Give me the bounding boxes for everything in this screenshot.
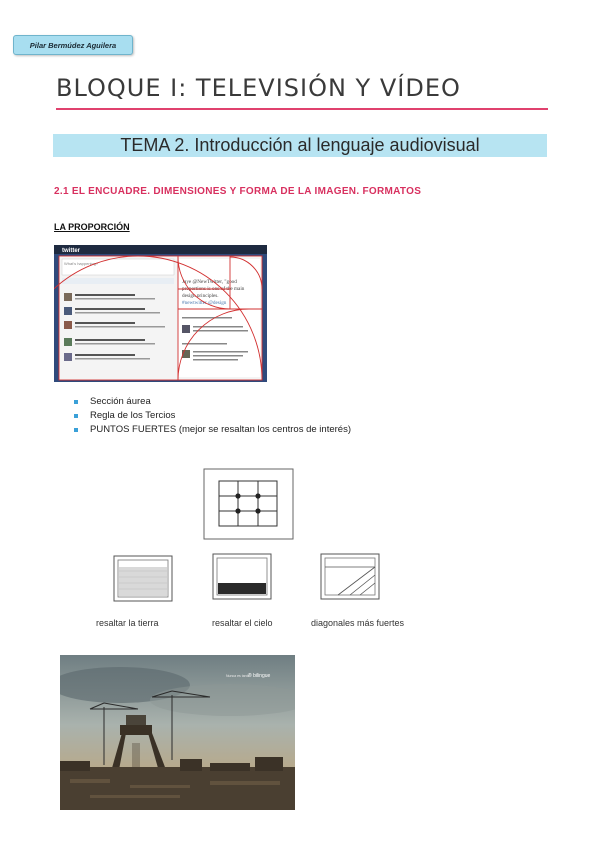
bullet-item: Sección áurea [74,395,351,409]
ad-tagline: Nunca es tarde [226,674,250,678]
bullet-list [74,395,351,437]
twitter-quote-4: #newtwitter @design [182,300,227,306]
eiffel-construction-photo [60,655,295,810]
caption-tierra: resaltar la tierra [96,618,159,628]
twitter-golden-ratio-image [54,245,267,382]
author-name: Pilar Bermúdez Aguilera [29,40,117,50]
tema-heading [53,134,547,157]
block-title: BLOQUE I: TELEVISIÓN Y VÍDEO [56,74,461,102]
twitter-quote-3: design principles. [182,293,219,299]
tema-title: TEMA 2. Introducción al lenguaje audiovisual [120,135,480,155]
subheading-proporcion: LA PROPORCIÓN [54,222,130,232]
twitter-illustration [54,245,267,382]
bullet-item: Regla de los Tercios [74,409,351,423]
bullet-item: PUNTOS FUERTES (mejor se resaltan los centros de interés) [74,423,351,437]
photo-illustration [60,655,295,810]
twitter-quote-1: Jaye @NewTwitter, "good [182,279,237,285]
rule-of-thirds-diagram [203,468,294,540]
twitter-quote-2: proportions is one of the main [182,286,245,292]
caption-diagonales: diagonales más fuertes [311,618,405,628]
frame-sky-emphasis [212,553,272,600]
caption-cielo: resaltar el cielo [212,618,273,628]
author-tag [13,35,133,55]
section-heading: 2.1 EL ENCUADRE. DIMENSIONES Y FORMA DE LA IMAGEN. FORMATOS [54,186,422,197]
twitter-prompt: What's happening? [64,261,99,266]
frame-diagonals [320,553,380,600]
twitter-logo: twitter [62,248,80,254]
title-divider [56,108,548,110]
ad-brand: ® bilingue [248,673,271,679]
frame-earth-emphasis [113,555,173,602]
